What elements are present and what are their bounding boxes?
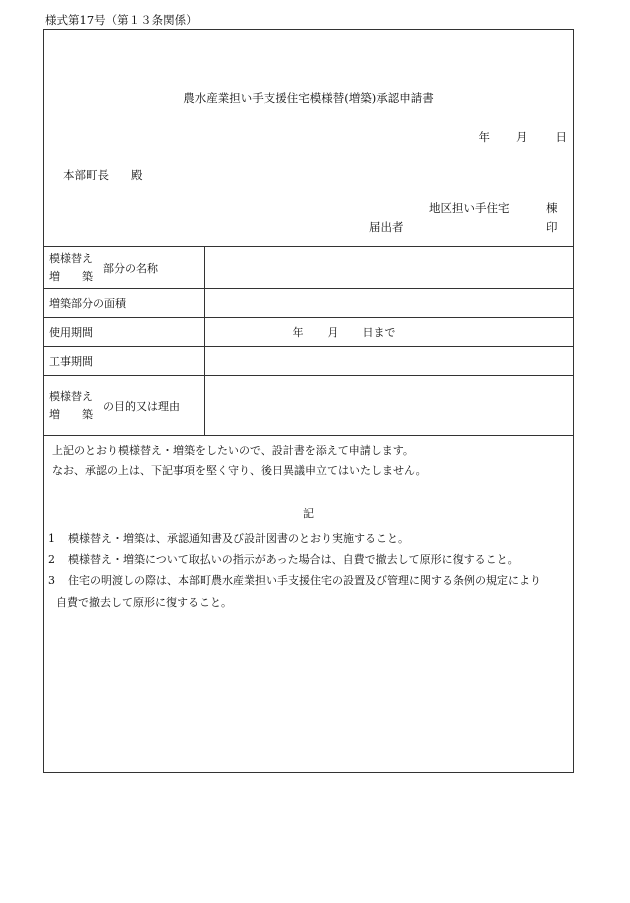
usage-period-field[interactable] <box>205 318 574 347</box>
period-month: 月 <box>327 326 339 339</box>
construction-period-label: 工事期間 <box>44 347 205 376</box>
details-table <box>43 246 574 436</box>
date-line <box>479 129 568 145</box>
statement-paragraph-2: なお、承認の上は、下記事項を堅く守り、後日異議申立てはいたしません。 <box>52 464 427 477</box>
house-label: 地区担い手住宅 <box>429 201 510 215</box>
item-number: 1 <box>48 532 55 545</box>
item-text: 模様替え・増築について取払いの指示があった場合は、自費で撤去して原形に復すること。 <box>68 553 519 566</box>
purpose-suffix: の目的又は理由 <box>103 399 180 413</box>
part-name-field[interactable] <box>205 247 574 289</box>
remodel-label-2: 模様替え <box>49 389 93 403</box>
table-row <box>44 347 574 376</box>
purpose-field[interactable] <box>205 376 574 436</box>
form-title: 農水産業担い手支援住宅模様替(増築)承認申請書 <box>183 91 434 105</box>
item-text: 模様替え・増築は、承認通知書及び設計図書のとおり実施すること。 <box>68 532 409 545</box>
extension-label-b: 築 <box>82 269 93 283</box>
extension-area-field[interactable] <box>205 289 574 318</box>
table-row <box>44 318 574 347</box>
extension-label-2a: 増 <box>49 407 60 421</box>
condition-item-2 <box>48 550 573 570</box>
addressee <box>63 167 143 183</box>
remodel-label: 模様替え <box>49 251 93 265</box>
condition-item-1 <box>48 529 573 549</box>
date-day: 日 <box>555 130 567 144</box>
applicant-label: 届出者 <box>369 220 404 234</box>
table-row <box>44 289 574 318</box>
addressee-honorific: 殿 <box>131 168 143 182</box>
seal-mark: 印 <box>546 220 558 234</box>
application-form <box>43 29 574 773</box>
ridge-suffix: 棟 <box>546 201 558 215</box>
construction-period-field[interactable] <box>205 347 574 376</box>
period-until: 日まで <box>362 326 396 339</box>
period-year: 年 <box>292 326 304 339</box>
remodel-part-name-label <box>44 247 205 289</box>
item-number: 3 <box>48 574 55 587</box>
table-row <box>44 247 574 289</box>
part-name-suffix: 部分の名称 <box>103 261 158 275</box>
addressee-name: 本部町長 <box>63 168 109 182</box>
form-number: 様式第17号（第１３条関係） <box>45 13 198 27</box>
purpose-label <box>44 376 205 436</box>
table-row <box>44 376 574 436</box>
date-year: 年 <box>478 130 490 144</box>
usage-period-label: 使用期間 <box>44 318 205 347</box>
notes-heading: 記 <box>303 507 314 520</box>
extension-label-2b: 築 <box>82 407 93 421</box>
item-text: 住宅の明渡しの際は、本部町農水産業担い手支援住宅の設置及び管理に関する条例の規定により <box>68 574 541 587</box>
statement-paragraph-1: 上記のとおり模様替え・増築をしたいので、設計書を添えて申請します。 <box>52 444 414 457</box>
extension-label-a: 増 <box>49 269 60 283</box>
item-number: 2 <box>48 553 55 566</box>
condition-item-3 <box>48 571 573 591</box>
extension-area-label: 増築部分の面積 <box>44 289 205 318</box>
date-month: 月 <box>516 130 528 144</box>
condition-item-3-continuation: 自費で撤去して原形に復すること。 <box>56 596 232 609</box>
